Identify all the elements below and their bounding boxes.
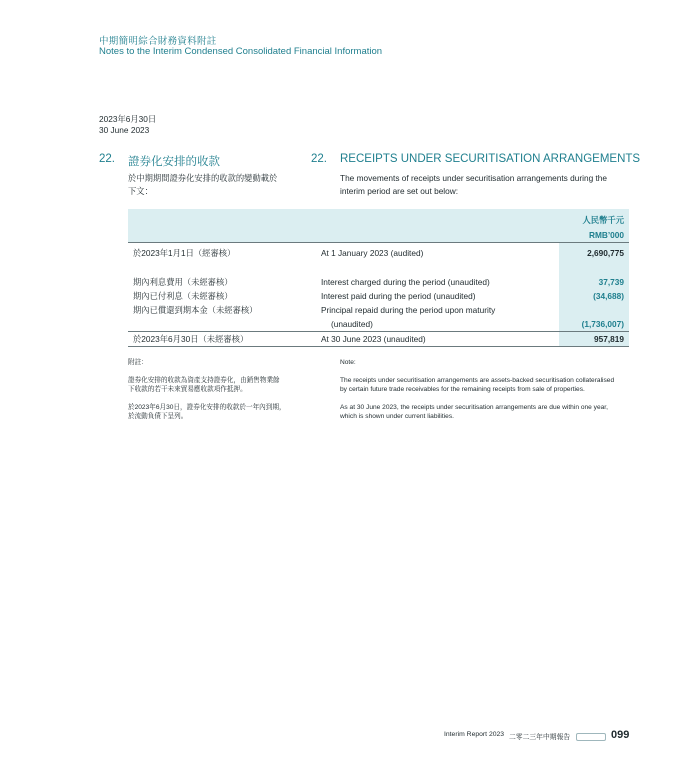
- movements-table: [128, 209, 629, 347]
- row-label-en: At 1 January 2023 (audited): [320, 247, 424, 258]
- note-line: As at 30 June 2023, the receipts under securitisation arrangements are due within one year,: [340, 404, 608, 411]
- intro-en: [340, 172, 607, 198]
- section-title-en: RECEIPTS UNDER SECURITISATION ARRANGEMENTS: [340, 153, 641, 165]
- date-zh: 2023年6月30日: [99, 114, 157, 124]
- note-line: 下收款的若干未來貿易應收款項作抵押。: [128, 386, 247, 393]
- footer-report-zh: 二零二三年中期報告: [509, 734, 571, 741]
- intro-en-line: The movements of receipts under securitisation arrangements during the: [340, 173, 608, 183]
- note-line: 證券化安排的收款為資產支持證券化，由銷售物業餘: [128, 377, 280, 384]
- footer-report-en: Interim Report 2023: [444, 731, 505, 738]
- running-header-zh: 中期簡明綜合財務資料附註: [99, 36, 217, 47]
- row-label-zh: 期內已償還到期本金（未經審核）: [133, 304, 258, 315]
- row-label-zh: 期內已付利息（未經審核）: [133, 290, 233, 301]
- row-value: (34,688): [559, 289, 629, 303]
- row-value: 2,690,775: [559, 243, 629, 263]
- running-header-en: Notes to the Interim Condensed Consolidated Financial Information: [99, 46, 383, 57]
- note-line: 於流動負債下呈列。: [128, 413, 188, 420]
- table-row: [128, 243, 629, 263]
- section-number-zh: 22.: [99, 153, 115, 165]
- table-row-continued: [128, 317, 629, 332]
- row-value: 37,739: [559, 275, 629, 289]
- unit-header-en: RMB’000: [559, 227, 629, 243]
- intro-zh-line: 於中期期間證券化安排的收款的變動載於: [128, 173, 278, 183]
- row-value: (1,736,007): [559, 317, 629, 332]
- row-label-en: Principal repaid during the period upon maturity: [320, 304, 496, 315]
- table-spacer: [128, 263, 629, 275]
- row-label-en: At 30 June 2023 (unaudited): [316, 331, 559, 346]
- note-line: 於2023年6月30日，證券化安排的收款於一年內到期，: [128, 404, 286, 411]
- date-en: 30 June 2023: [99, 125, 150, 135]
- table-row: [128, 275, 629, 289]
- note-label-zh: 附註：: [128, 359, 148, 366]
- note-p2-en: [340, 403, 608, 421]
- intro-zh-line: 下文：: [128, 186, 153, 196]
- row-label-en: Interest paid during the period (unaudited): [320, 290, 476, 301]
- table-total-row: [128, 331, 629, 346]
- note-line: The receipts under securitisation arrangements are assets-backed securitisation collateralised: [340, 377, 615, 384]
- row-label-zh: 期內利息費用（未經審核）: [133, 276, 233, 287]
- row-label-zh: 於2023年6月30日（未經審核）: [128, 331, 316, 346]
- row-label-en-cont: (unaudited): [330, 318, 373, 329]
- note-label-en: Note:: [340, 359, 356, 366]
- note-p1-en: [340, 376, 614, 394]
- note-p2-zh: [128, 403, 286, 421]
- section-title-zh: 證券化安排的收款: [128, 156, 220, 168]
- note-p1-zh: [128, 376, 280, 394]
- note-line: by certain future trade receivables for the remaining receipts from sale of properties.: [340, 386, 585, 393]
- row-label-zh: 於2023年1月1日（經審核）: [133, 247, 236, 258]
- row-label-en: Interest charged during the period (unaudited): [320, 276, 490, 287]
- page-tab-decoration: [576, 733, 606, 741]
- row-value: 957,819: [559, 331, 629, 346]
- note-line: which is shown under current liabilities.: [340, 413, 454, 420]
- table-row: [128, 303, 629, 317]
- intro-zh: [128, 172, 277, 198]
- page-number: 099: [611, 729, 630, 741]
- unit-header-zh: 人民幣千元: [559, 209, 629, 227]
- table-row: [128, 289, 629, 303]
- intro-en-line: interim period are set out below:: [340, 186, 459, 196]
- section-number-en: 22.: [311, 153, 327, 165]
- table-header-row: [128, 209, 629, 227]
- table-header-row: [128, 227, 629, 243]
